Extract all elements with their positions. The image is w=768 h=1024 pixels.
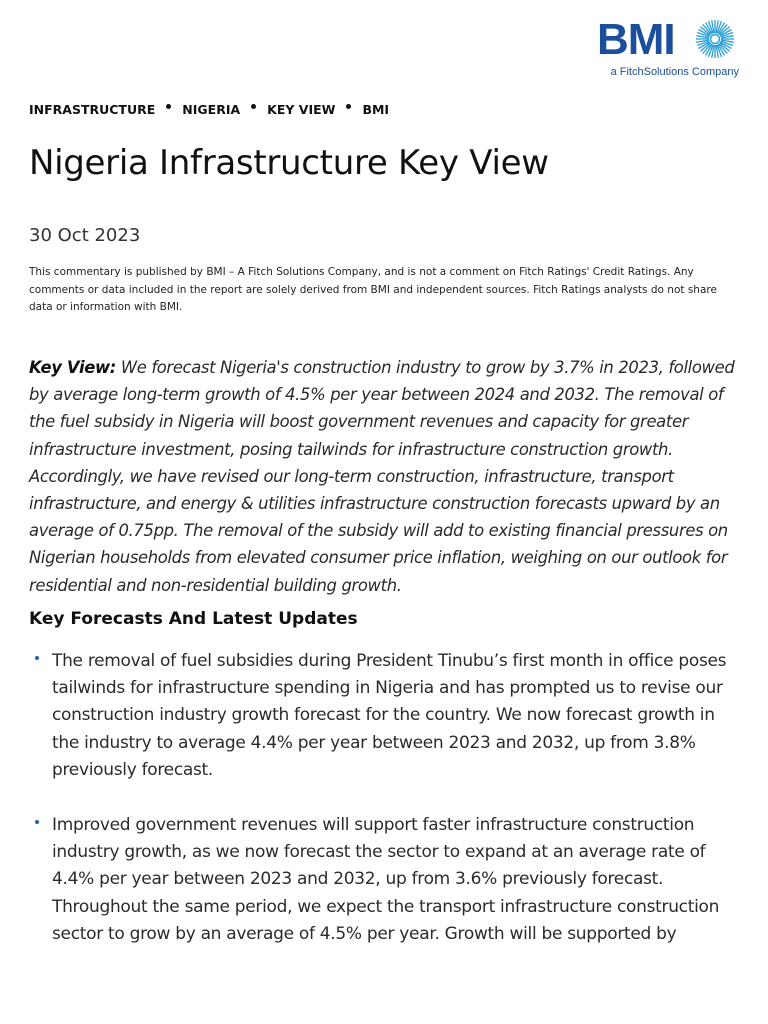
section-heading: Key Forecasts And Latest Updates [29, 609, 358, 629]
key-view-paragraph [29, 354, 741, 599]
logo-wordmark: BMI [597, 15, 675, 64]
logo-tagline: a FitchSolutions Company [610, 66, 739, 78]
disclaimer-text: This commentary is published by BMI – A Fitch Solutions Company, and is not a comment on Fitch Ratings' Credit Ratings. Any comments or data included in the report are solely derived from BMI and independent sources. Fitch Ratings analysts do not share data or information with BMI. [29, 266, 717, 313]
bullet-dot-icon [35, 656, 39, 660]
tag-infrastructure[interactable]: INFRASTRUCTURE [29, 102, 156, 117]
list-item [29, 648, 743, 784]
tag-separator [251, 104, 256, 109]
tag-bmi[interactable]: BMI [362, 102, 390, 117]
list-item-text: Improved government revenues will support faster infrastructure construction industry growth, as we now forecast the sector to expand at an average rate of 4.4% per year between 2023 and 2032, up from 3.6% previously forecast. Throughout the same period, we expect the transport infrastructure construction sector to grow by an average of 4.5% per year. Growth will be supported by [52, 815, 720, 944]
page-title: Nigeria Infrastructure Key View [29, 143, 549, 183]
publish-date: 30 Oct 2023 [29, 225, 141, 246]
bullet-dot-icon [35, 820, 39, 824]
tag-separator [166, 104, 171, 109]
tag-nigeria[interactable]: NIGERIA [182, 102, 241, 117]
tag-separator [346, 104, 351, 109]
list-item-text: The removal of fuel subsidies during President Tinubu’s first month in office poses tailwinds for infrastructure spending in Nigeria and has prompted us to revise our construction industry growth forecast for the country. We now forecast growth in the industry to average 4.4% per year between 2023 and 2032, up from 3.8% previously forecast. [52, 651, 727, 780]
tag-key-view[interactable]: KEY VIEW [267, 102, 336, 117]
bmi-logo[interactable] [589, 16, 739, 80]
breadcrumb-tags [29, 102, 389, 117]
list-item [29, 812, 743, 948]
key-view-label: Key View: [29, 358, 116, 377]
sunburst-icon [695, 19, 735, 59]
key-forecasts-list [29, 648, 743, 976]
key-view-text: We forecast Nigeria's construction industry to grow by 3.7% in 2023, followed by average long-term growth of 4.5% per year between 2024 and 2032. The removal of the fuel subsidy in Nigeria will boost government revenues and capacity for greater infrastructure investment, posing tailwinds for infrastructure construction growth. Accordingly, we have revised our long-term construction, infrastructure, transport infrastructure, and energy & utilities infrastructure construction forecasts upward by an average of 0.75pp. The removal of the subsidy will add to existing financial pressures on Nigerian households from elevated consumer price inflation, weighing on our outlook for residential and non-residential building growth. [29, 358, 735, 595]
